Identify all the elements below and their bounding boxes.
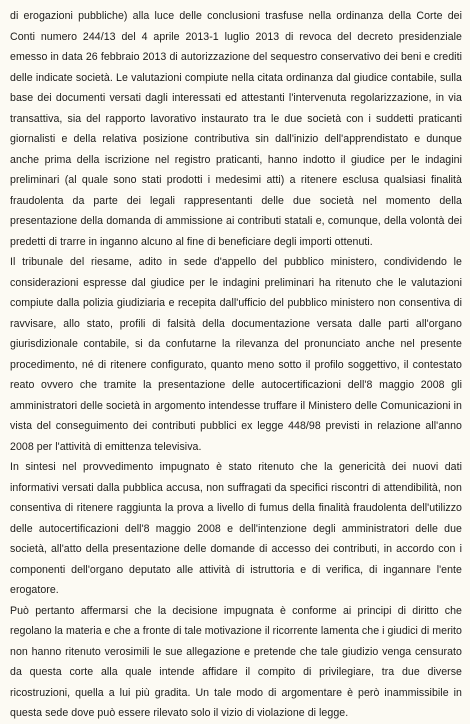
paragraph: Il tribunale del riesame, adito in sede d'appello del pubblico ministero, condividendo le considerazioni espresse dal giudice per le indagini preliminari ha ritenuto che le valutazioni compiute dalla polizia giudiziaria e recepita dall'ufficio del pubblico ministero non consentiva di ravvisare, allo stato, profili di falsità della documentazione versata dalle parti all'organo giurisdizionale contabile, si da confutarne la rilevanza del pronunciato anche nel presente procedimento, né di ritenere configurato, quanto meno sotto il profilo soggettivo, il contestato reato ovvero che tramite la presentazione delle autocertificazioni dell'8 maggio 2008 gli amministratori delle società in argomento intendesse truffare il Ministero delle Comunicazioni in vista del conseguimento dei contributi pubblici ex legge 448/98 previsti in relazione all'anno 2008 per l'attività di emittenza televisiva.: [10, 256, 462, 453]
paragraph: di erogazioni pubbliche) alla luce delle conclusioni trasfuse nella ordinanza della Corte dei Conti numero 244/13 del 4 aprile 2013-1 luglio 2013 di revoca del decreto presidenziale emesso in data 26 febbraio 2013 di autorizzazione del sequestro conservativo dei beni e crediti delle indicate società. Le valutazioni compiute nella citata ordinanza dal giudice contabile, sulla base dei documenti versati dagli interessati ed attestanti l'intervenuta regolarizzazione, in via transattiva, sia del rapporto lavorativo instaurato tra le due società con i suddetti praticanti giornalisti e della relativa posizione contributiva sin dall'inizio dell'apprendistato e dunque anche prima della iscrizione nel registro praticanti, hanno indotto il giudice per le indagini preliminari (al quale sono stati prodotti i medesimi atti) a ritenere esclusa qualsiasi finalità fraudolenta da parte dei legali rappresentanti delle due società nel momento della presentazione della domanda di ammissione ai contributi statali e, comunque, della volontà dei predetti di trarre in inganno alcuno al fine di beneficiare degli importi ottenuti.: [10, 10, 462, 248]
paragraph: In sintesi nel provvedimento impugnato è stato ritenuto che la genericità dei nuovi dati informativi versati dalla pubblica accusa, non suffragati da specifici riscontri di attendibilità, non consentiva di ritenere raggiunta la prova a livello di fumus della finalità fraudolenta dell'utilizzo delle autocertificazioni dell'8 maggio 2008 e dell'intenzione degli amministratori delle due società, all'atto della presentazione delle domande di accesso dei contributi, in accordo con i componenti dell'organo deputato alle attività di istruttoria e di verifica, di ingannare l'ente erogatore.: [10, 461, 462, 596]
paragraph: Può pertanto affermarsi che la decisione impugnata è conforme ai principi di diritto che regolano la materia e che a fronte di tale motivazione il ricorrente lamenta che i giudici di merito non hanno ritenuto verosimili le sue allegazione e pretende che tale giudizio venga censurato da questa corte alla quale intende affidare il compito di privilegiare, tra due diverse ricostruzioni, quella a lui più gradita. Un tale modo di argomentare è però inammissibile in questa sede dove può essere rilevato solo il vizio di violazione di legge.: [10, 604, 462, 719]
